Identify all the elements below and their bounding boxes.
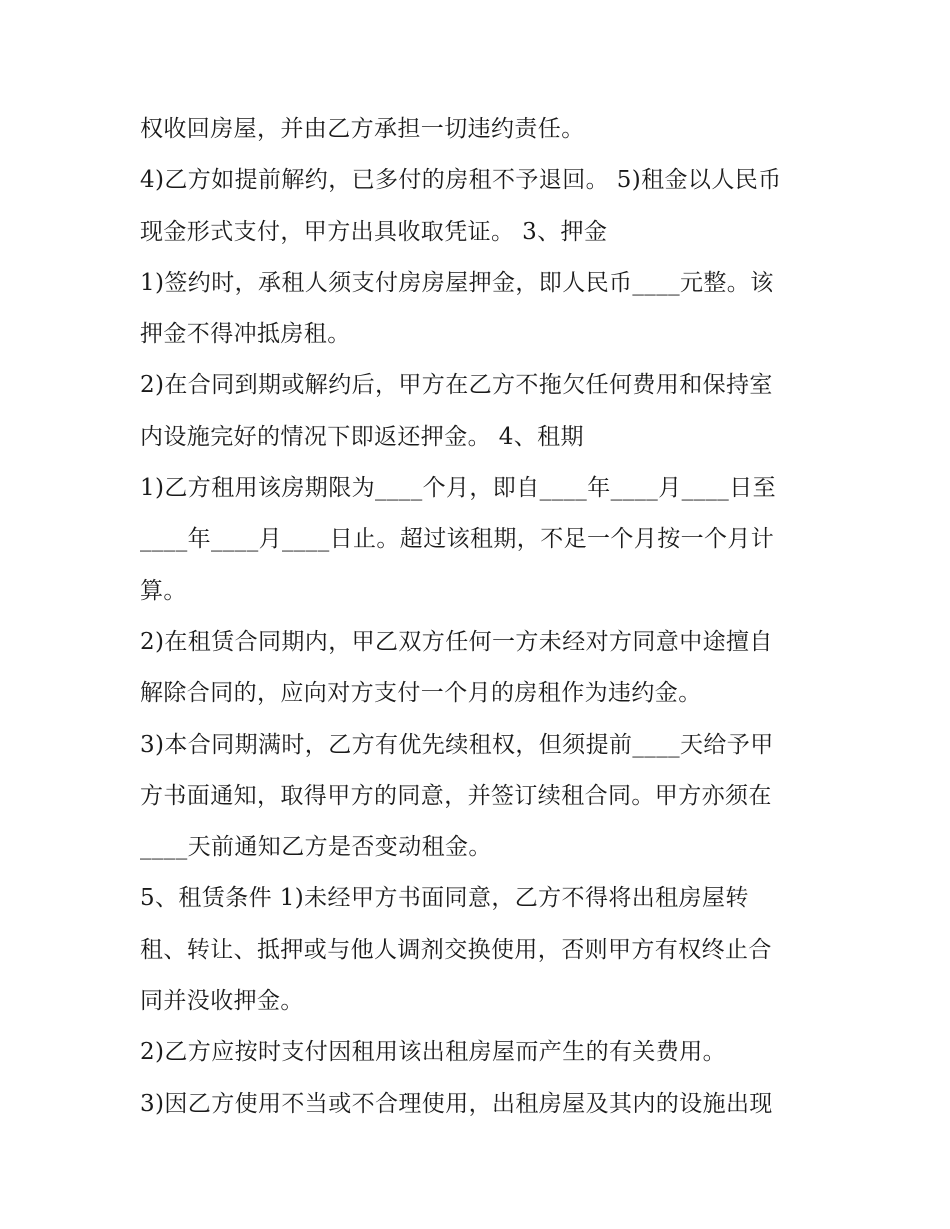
text-line: 3)本合同期满时，乙方有优先续租权，但须提前____天给予甲 <box>140 731 774 758</box>
text-line: ____年____月____日止。超过该租期，不足一个月按一个月计 <box>140 526 775 553</box>
text-line: 算。 <box>140 577 187 604</box>
text-line: 2)在合同到期或解约后，甲方在乙方不拖欠任何费用和保持室 <box>140 372 773 399</box>
text-line: 押金不得冲抵房租。 <box>140 321 351 348</box>
text-line: 1)签约时，承租人须支付房房屋押金，即人民币____元整。该 <box>140 269 774 296</box>
text-line: 5、租赁条件 1)未经甲方书面同意，乙方不得将出租房屋转 <box>140 885 749 912</box>
text-line: 内设施完好的情况下即返还押金。 4、租期 <box>140 423 584 450</box>
text-line: 现金形式支付，甲方出具收取凭证。 3、押金 <box>140 218 608 245</box>
text-line: 4)乙方如提前解约，已多付的房租不予退回。 5)租金以人民币 <box>140 167 782 194</box>
text-line: ____天前通知乙方是否变动租金。 <box>140 834 492 861</box>
text-line: 租、转让、抵押或与他人调剂交换使用，否则甲方有权终止合 <box>140 936 772 963</box>
text-line: 方书面通知，取得甲方的同意，并签订续租合同。甲方亦须在 <box>140 782 772 809</box>
contract-text-body <box>140 104 820 1130</box>
text-line: 1)乙方租用该房期限为____个月，即自____年____月____日至 <box>140 475 777 502</box>
text-line: 2)在租赁合同期内，甲乙双方任何一方未经对方同意中途擅自 <box>140 628 773 655</box>
text-line: 2)乙方应按时支付因租用该出租房屋而产生的有关费用。 <box>140 1039 727 1066</box>
text-line: 同并没收押金。 <box>140 988 304 1015</box>
text-line: 3)因乙方使用不当或不合理使用，出租房屋及其内的设施出现 <box>140 1090 773 1117</box>
text-line: 权收回房屋，并由乙方承担一切违约责任。 <box>140 116 585 142</box>
text-line: 解除合同的，应向对方支付一个月的房租作为违约金。 <box>140 680 702 707</box>
